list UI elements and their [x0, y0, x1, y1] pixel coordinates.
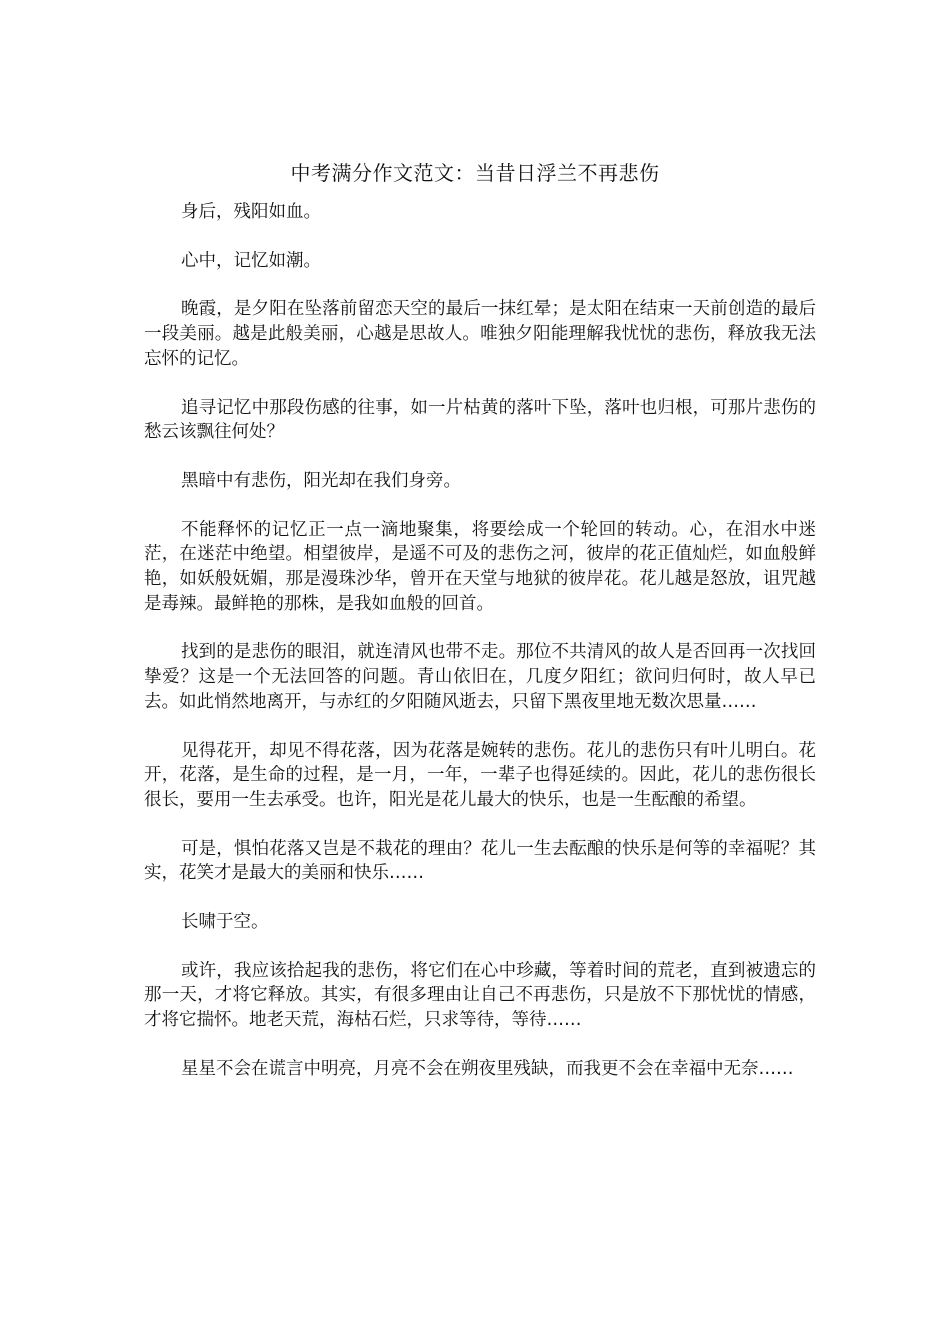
paragraph-2: 心中，记忆如潮。 [181, 250, 321, 271]
page-title: 中考满分作文范文：当昔日浮兰不再悲伤 [290, 161, 660, 185]
paragraph-11: 或许，我应该拾起我的悲伤，将它们在心中珍藏，等着时间的荒老，直到被遗忘的那一天，才将它释放。其实，有很多理由让自己不再悲伤，只是放不下那忧忧的情感，才将它揣怀。地老天荒，海枯石烂，只求等待，等待…… [144, 960, 816, 1031]
paragraph-5: 黑暗中有悲伤，阳光却在我们身旁。 [181, 470, 461, 491]
article-body [144, 200, 816, 1106]
paragraph-10: 长啸于空。 [181, 912, 269, 933]
paragraph-1: 身后，残阳如血。 [181, 202, 321, 222]
paragraph-6: 不能释怀的记忆正一点一滴地聚集，将要绘成一个轮回的转动。心，在泪水中迷茫，在迷茫中绝望。相望彼岸，是遥不可及的悲伤之河，彼岸的花正值灿烂，如血般鲜艳，如妖般妩媚，那是漫珠沙华，曾开在天堂与地狱的彼岸花。花儿越是怒放，诅咒越是毒辣。最鲜艳的那株，是我如血般的回首。 [144, 519, 816, 614]
paragraph-7: 找到的是悲伤的眼泪，就连清风也带不走。那位不共清风的故人是否回再一次找回挚爱？这是一个无法回答的问题。青山依旧在，几度夕阳红；欲问归何时，故人早已去。如此悄然地离开，与赤红的夕阳随风逝去，只留下黑夜里地无数次思量…… [144, 642, 816, 712]
paragraph-3: 晚霞，是夕阳在坠落前留恋天空的最后一抹红晕；是太阳在结束一天前创造的最后一段美丽。越是此般美丽，心越是思故人。唯独夕阳能理解我忧忧的悲伤，释放我无法忘怀的记忆。 [144, 299, 816, 369]
paragraph-12: 星星不会在谎言中明亮，月亮不会在朔夜里残缺，而我更不会在幸福中无奈…… [181, 1058, 794, 1079]
paragraph-4: 追寻记忆中那段伤感的往事，如一片枯黄的落叶下坠，落叶也归根，可那片悲伤的愁云该飘往何处？ [144, 397, 816, 443]
paragraph-9: 可是，惧怕花落又岂是不栽花的理由？花儿一生去酝酿的快乐是何等的幸福呢？其实，花笑才是最大的美丽和快乐…… [144, 838, 816, 884]
paragraph-8: 见得花开，却见不得花落，因为花落是婉转的悲伤。花儿的悲伤只有叶儿明白。花开，花落，是生命的过程，是一月，一年，一辈子也得延续的。因此，花儿的悲伤很长很长，要用一生去承受。也许，阳光是花儿最大的快乐，也是一生酝酿的希望。 [144, 740, 816, 810]
